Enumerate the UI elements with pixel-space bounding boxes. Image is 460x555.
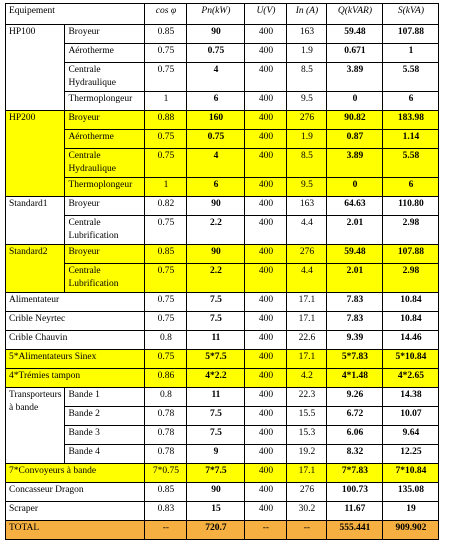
- cos-phi-value: 1: [145, 178, 187, 197]
- total-row: [6, 521, 439, 540]
- pn-value: 90: [187, 197, 245, 216]
- in-value: 4.4: [287, 216, 327, 245]
- table-row: [6, 426, 439, 445]
- table-row: [6, 130, 439, 149]
- group-label: HP100: [6, 25, 65, 111]
- table-row: [6, 502, 439, 521]
- s-value: 10.84: [383, 293, 439, 312]
- table-row: [6, 464, 439, 483]
- table-row: [6, 44, 439, 63]
- s-value: 2.98: [383, 264, 439, 293]
- s-value: 5.58: [383, 63, 439, 92]
- table-row: [6, 149, 439, 178]
- in-value: 17.1: [287, 350, 327, 369]
- cos-phi-value: 0.85: [145, 483, 187, 502]
- equipment-label: 4*Trémies tampon: [6, 369, 145, 388]
- header-s: S(kVA): [383, 4, 439, 25]
- table-row: [6, 293, 439, 312]
- in-value: 4.4: [287, 264, 327, 293]
- group-label: HP200: [6, 111, 65, 197]
- sub-equipment-label: Bande 4: [65, 445, 145, 464]
- pn-value: 160: [187, 111, 245, 130]
- cos-phi-value: 0.78: [145, 407, 187, 426]
- u-value: 400: [245, 331, 287, 350]
- table-row: [6, 388, 439, 407]
- table-row: [6, 25, 439, 44]
- total-s: 909.902: [383, 521, 439, 540]
- in-value: 276: [287, 483, 327, 502]
- cos-phi-value: 0.75: [145, 44, 187, 63]
- cos-phi-value: 0.78: [145, 426, 187, 445]
- cos-phi-value: 0.83: [145, 502, 187, 521]
- pn-value: 7.5: [187, 312, 245, 331]
- u-value: 400: [245, 293, 287, 312]
- s-value: 1.14: [383, 130, 439, 149]
- cos-phi-value: 0.8: [145, 331, 187, 350]
- sub-equipment-label: Aérotherme: [65, 130, 145, 149]
- sub-equipment-label: Thermoplongeur: [65, 92, 145, 111]
- table-row: [6, 264, 439, 293]
- q-value: 6.06: [327, 426, 383, 445]
- header-q: Q(kVAR): [327, 4, 383, 25]
- header-u: U(V): [245, 4, 287, 25]
- u-value: 400: [245, 312, 287, 331]
- total-u: --: [245, 521, 287, 540]
- equipment-table-container: [5, 3, 439, 540]
- s-value: 19: [383, 502, 439, 521]
- pn-value: 2.2: [187, 216, 245, 245]
- pn-value: 4*2.2: [187, 369, 245, 388]
- s-value: 5*10.84: [383, 350, 439, 369]
- total-q: 555.441: [327, 521, 383, 540]
- pn-value: 6: [187, 92, 245, 111]
- q-value: 7*7.83: [327, 464, 383, 483]
- in-value: 4.2: [287, 369, 327, 388]
- s-value: 6: [383, 178, 439, 197]
- cos-phi-value: 0.86: [145, 369, 187, 388]
- sub-equipment-label: Centrale Lubrification: [65, 264, 145, 293]
- u-value: 400: [245, 464, 287, 483]
- cos-phi-value: 7*0.75: [145, 464, 187, 483]
- u-value: 400: [245, 264, 287, 293]
- q-value: 3.89: [327, 149, 383, 178]
- pn-value: 11: [187, 331, 245, 350]
- equipment-label: 5*Alimentateurs Sinex: [6, 350, 145, 369]
- pn-value: 4: [187, 149, 245, 178]
- u-value: 400: [245, 445, 287, 464]
- table-row: [6, 312, 439, 331]
- pn-value: 0.75: [187, 130, 245, 149]
- sub-equipment-label: Broyeur: [65, 111, 145, 130]
- s-value: 10.84: [383, 312, 439, 331]
- table-row: [6, 445, 439, 464]
- u-value: 400: [245, 178, 287, 197]
- s-value: 135.08: [383, 483, 439, 502]
- u-value: 400: [245, 44, 287, 63]
- u-value: 400: [245, 92, 287, 111]
- table-row: [6, 216, 439, 245]
- pn-value: 5*7.5: [187, 350, 245, 369]
- s-value: 12.25: [383, 445, 439, 464]
- u-value: 400: [245, 197, 287, 216]
- sub-equipment-label: Broyeur: [65, 197, 145, 216]
- u-value: 400: [245, 369, 287, 388]
- pn-value: 7.5: [187, 426, 245, 445]
- table-row: [6, 178, 439, 197]
- cos-phi-value: 0.88: [145, 111, 187, 130]
- u-value: 400: [245, 245, 287, 264]
- q-value: 2.01: [327, 216, 383, 245]
- sub-equipment-label: Aérotherme: [65, 44, 145, 63]
- q-value: 9.26: [327, 388, 383, 407]
- q-value: 59.48: [327, 25, 383, 44]
- in-value: 17.1: [287, 464, 327, 483]
- cos-phi-value: 0.75: [145, 293, 187, 312]
- in-value: 17.1: [287, 312, 327, 331]
- s-value: 183.98: [383, 111, 439, 130]
- equipment-label: Scraper: [6, 502, 145, 521]
- cos-phi-value: 0.75: [145, 149, 187, 178]
- cos-phi-value: 1: [145, 92, 187, 111]
- in-value: 163: [287, 25, 327, 44]
- in-value: 9.5: [287, 92, 327, 111]
- u-value: 400: [245, 111, 287, 130]
- pn-value: 90: [187, 483, 245, 502]
- u-value: 400: [245, 63, 287, 92]
- s-value: 107.88: [383, 25, 439, 44]
- pn-value: 11: [187, 388, 245, 407]
- u-value: 400: [245, 426, 287, 445]
- s-value: 4*2.65: [383, 369, 439, 388]
- cos-phi-value: 0.85: [145, 245, 187, 264]
- in-value: 17.1: [287, 293, 327, 312]
- pn-value: 0.75: [187, 44, 245, 63]
- table-row: [6, 369, 439, 388]
- pn-value: 4: [187, 63, 245, 92]
- pn-value: 7.5: [187, 293, 245, 312]
- total-in: --: [287, 521, 327, 540]
- q-value: 9.39: [327, 331, 383, 350]
- cos-phi-value: 0.78: [145, 445, 187, 464]
- q-value: 8.32: [327, 445, 383, 464]
- q-value: 7.83: [327, 312, 383, 331]
- q-value: 3.89: [327, 63, 383, 92]
- pn-value: 7.5: [187, 407, 245, 426]
- cos-phi-value: 0.75: [145, 350, 187, 369]
- equipment-label: Crible Neyrtec: [6, 312, 145, 331]
- total-pn: 720.7: [187, 521, 245, 540]
- cos-phi-value: 0.75: [145, 63, 187, 92]
- pn-value: 90: [187, 245, 245, 264]
- u-value: 400: [245, 388, 287, 407]
- pn-value: 2.2: [187, 264, 245, 293]
- table-row: [6, 331, 439, 350]
- q-value: 7.83: [327, 293, 383, 312]
- pn-value: 90: [187, 25, 245, 44]
- cos-phi-value: 0.8: [145, 388, 187, 407]
- u-value: 400: [245, 149, 287, 178]
- cos-phi-value: 0.75: [145, 130, 187, 149]
- in-value: 1.9: [287, 130, 327, 149]
- s-value: 14.46: [383, 331, 439, 350]
- sub-equipment-label: Broyeur: [65, 245, 145, 264]
- q-value: 6.72: [327, 407, 383, 426]
- equipment-label: Alimentateur: [6, 293, 145, 312]
- in-value: 22.6: [287, 331, 327, 350]
- s-value: 110.80: [383, 197, 439, 216]
- table-row: [6, 92, 439, 111]
- in-value: 8.5: [287, 63, 327, 92]
- sub-equipment-label: Broyeur: [65, 25, 145, 44]
- u-value: 400: [245, 130, 287, 149]
- table-row: [6, 63, 439, 92]
- pn-value: 6: [187, 178, 245, 197]
- cos-phi-value: 0.75: [145, 216, 187, 245]
- u-value: 400: [245, 407, 287, 426]
- cos-phi-value: 0.85: [145, 25, 187, 44]
- q-value: 0: [327, 178, 383, 197]
- s-value: 1: [383, 44, 439, 63]
- header-in: In (A): [287, 4, 327, 25]
- sub-equipment-label: Thermoplongeur: [65, 178, 145, 197]
- header-row: [6, 4, 439, 25]
- u-value: 400: [245, 502, 287, 521]
- table-row: [6, 197, 439, 216]
- s-value: 107.88: [383, 245, 439, 264]
- equipment-label: 7*Convoyeurs à bande: [6, 464, 145, 483]
- s-value: 9.64: [383, 426, 439, 445]
- q-value: 0.671: [327, 44, 383, 63]
- sub-equipment-label: Centrale Hydraulique: [65, 149, 145, 178]
- q-value: 5*7.83: [327, 350, 383, 369]
- u-value: 400: [245, 483, 287, 502]
- pn-value: 7*7.5: [187, 464, 245, 483]
- s-value: 6: [383, 92, 439, 111]
- cos-phi-value: 0.75: [145, 264, 187, 293]
- in-value: 276: [287, 111, 327, 130]
- q-value: 64.63: [327, 197, 383, 216]
- table-row: [6, 245, 439, 264]
- in-value: 30.2: [287, 502, 327, 521]
- equipment-power-table: [5, 3, 439, 540]
- sub-equipment-label: Bande 2: [65, 407, 145, 426]
- s-value: 2.98: [383, 216, 439, 245]
- s-value: 10.07: [383, 407, 439, 426]
- q-value: 100.73: [327, 483, 383, 502]
- q-value: 2.01: [327, 264, 383, 293]
- u-value: 400: [245, 25, 287, 44]
- pn-value: 9: [187, 445, 245, 464]
- header-equipement: Equipement: [6, 4, 145, 25]
- in-value: 15.3: [287, 426, 327, 445]
- pn-value: 15: [187, 502, 245, 521]
- s-value: 14.38: [383, 388, 439, 407]
- in-value: 22.3: [287, 388, 327, 407]
- in-value: 163: [287, 197, 327, 216]
- sub-equipment-label: Centrale Lubrification: [65, 216, 145, 245]
- cos-phi-value: 0.75: [145, 312, 187, 331]
- q-value: 59.48: [327, 245, 383, 264]
- sub-equipment-label: Centrale Hydraulique: [65, 63, 145, 92]
- in-value: 276: [287, 245, 327, 264]
- group-label: Standard1: [6, 197, 65, 245]
- u-value: 400: [245, 350, 287, 369]
- sub-equipment-label: Bande 1: [65, 388, 145, 407]
- group-label: Transporteurs à bande: [6, 388, 65, 464]
- equipment-label: Crible Chauvin: [6, 331, 145, 350]
- header-cos-phi: cos φ: [145, 4, 187, 25]
- group-label: Standard2: [6, 245, 65, 293]
- in-value: 8.5: [287, 149, 327, 178]
- table-row: [6, 483, 439, 502]
- total-cos-phi: --: [145, 521, 187, 540]
- u-value: 400: [245, 216, 287, 245]
- s-value: 5.58: [383, 149, 439, 178]
- cos-phi-value: 0.82: [145, 197, 187, 216]
- in-value: 19.2: [287, 445, 327, 464]
- table-row: [6, 350, 439, 369]
- table-row: [6, 407, 439, 426]
- table-row: [6, 111, 439, 130]
- header-pn: Pn(kW): [187, 4, 245, 25]
- equipment-label: Concasseur Dragon: [6, 483, 145, 502]
- q-value: 0: [327, 92, 383, 111]
- total-label: TOTAL: [6, 521, 145, 540]
- s-value: 7*10.84: [383, 464, 439, 483]
- sub-equipment-label: Bande 3: [65, 426, 145, 445]
- q-value: 11.67: [327, 502, 383, 521]
- q-value: 4*1.48: [327, 369, 383, 388]
- in-value: 15.5: [287, 407, 327, 426]
- q-value: 90.82: [327, 111, 383, 130]
- in-value: 9.5: [287, 178, 327, 197]
- in-value: 1.9: [287, 44, 327, 63]
- q-value: 0.87: [327, 130, 383, 149]
